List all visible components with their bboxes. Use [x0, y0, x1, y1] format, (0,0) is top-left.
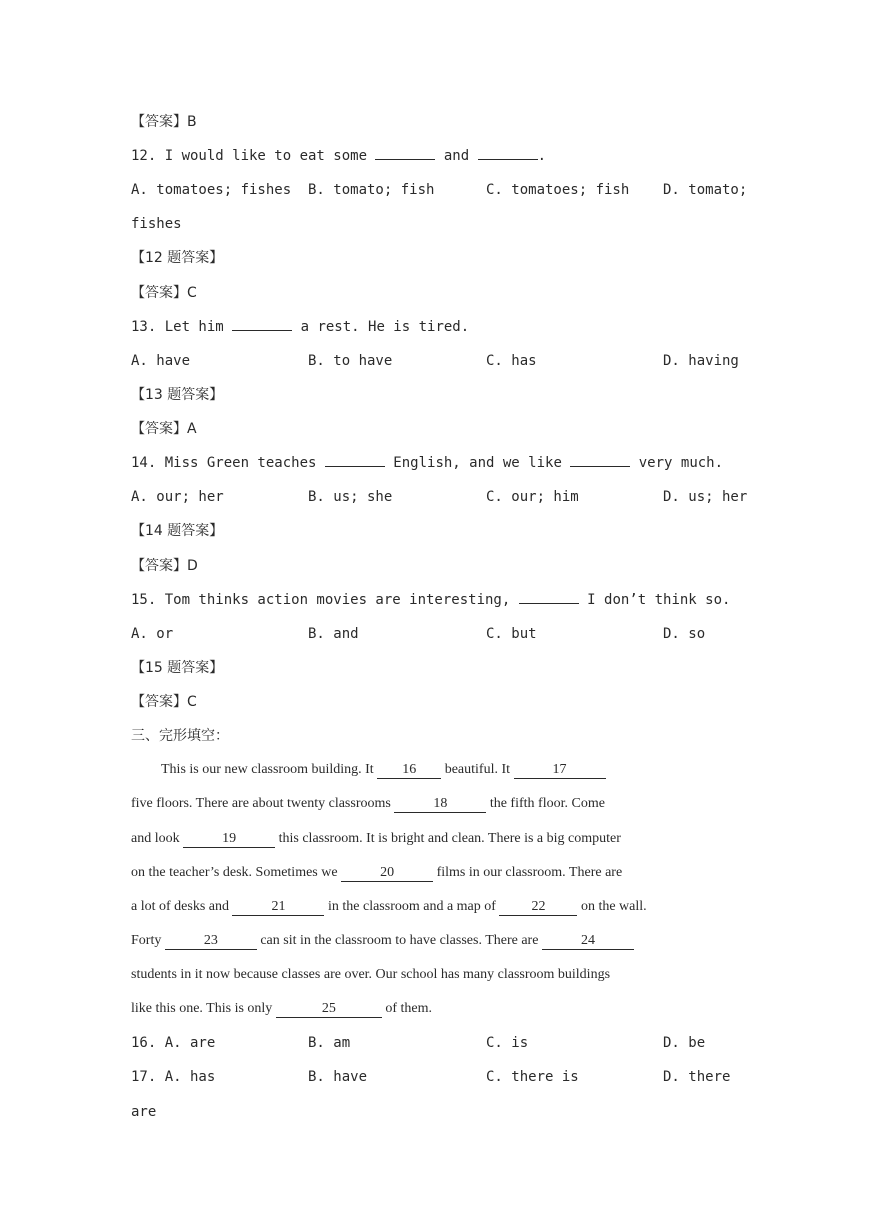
blank-20: 20	[341, 865, 433, 882]
cloze-text: on the teacher’s desk. Sometimes we	[131, 865, 342, 880]
answer-heading-13: 【13 题答案】	[131, 387, 224, 403]
blank-25: 25	[276, 1001, 382, 1018]
stem-text: very much.	[630, 455, 724, 471]
cloze-line-5	[131, 897, 741, 917]
cloze-text: on the wall.	[577, 899, 647, 914]
cloze-text: Forty	[131, 933, 165, 948]
blank-19: 19	[183, 831, 275, 848]
cloze-text: of them.	[381, 1001, 432, 1016]
section-title: 三、完形填空：	[131, 728, 229, 744]
cloze-text: in the classroom and a map of	[324, 899, 500, 914]
option-13-c: C. has	[486, 353, 537, 369]
option-12-a: A. tomatoes; fishes	[131, 182, 292, 198]
stem-text: a rest. He is tired.	[292, 319, 470, 335]
answer-14: 【答案】D	[131, 558, 198, 574]
cloze-text: This is our new classroom building. It	[161, 762, 378, 777]
answer-gap	[325, 454, 385, 467]
option-14-d: D. us; her	[663, 489, 748, 505]
question-15-stem	[131, 590, 730, 610]
cloze-text: like this one. This is only	[131, 1001, 276, 1016]
option-17-d: D. there	[663, 1069, 731, 1085]
blank-23: 23	[165, 933, 257, 950]
option-12-d-wrap: fishes	[131, 216, 182, 232]
answer-gap	[570, 454, 630, 467]
cloze-text: films in our classroom. There are	[433, 865, 623, 880]
question-14-stem	[131, 453, 723, 473]
cloze-text: five floors. There are about twenty classrooms	[131, 796, 395, 811]
option-12-c: C. tomatoes; fish	[486, 182, 630, 198]
answer-15: 【答案】C	[131, 694, 197, 710]
answer-heading-14: 【14 题答案】	[131, 523, 224, 539]
option-15-a: A. or	[131, 626, 174, 642]
option-15-b: B. and	[308, 626, 359, 642]
answer-gap	[375, 147, 435, 160]
option-14-b: B. us; she	[308, 489, 393, 505]
option-15-d: D. so	[663, 626, 706, 642]
option-16-a: 16. A. are	[131, 1035, 216, 1051]
answer-gap	[478, 147, 538, 160]
question-13-stem	[131, 317, 469, 337]
blank-21: 21	[232, 899, 324, 916]
option-12-b: B. tomato; fish	[308, 182, 435, 198]
blank-17: 17	[514, 762, 606, 779]
answer-heading-15: 【15 题答案】	[131, 660, 224, 676]
option-12-d: D. tomato;	[663, 182, 748, 198]
stem-text: 12. I would like to eat some	[131, 148, 376, 164]
option-15-c: C. but	[486, 626, 537, 642]
cloze-line-1	[131, 760, 741, 780]
stem-text: 14. Miss Green teaches	[131, 455, 325, 471]
option-17-d-wrap: are	[131, 1104, 157, 1120]
option-13-a: A. have	[131, 353, 191, 369]
cloze-line-8	[131, 999, 741, 1019]
option-17-c: C. there is	[486, 1069, 579, 1085]
option-16-d: D. be	[663, 1035, 706, 1051]
option-16-b: B. am	[308, 1035, 351, 1051]
blank-16: 16	[377, 762, 441, 779]
blank-22: 22	[499, 899, 577, 916]
option-17-b: B. have	[308, 1069, 368, 1085]
answer-11: 【答案】B	[131, 114, 197, 130]
stem-text: .	[537, 148, 547, 164]
question-12-stem	[131, 146, 546, 166]
cloze-line-3	[131, 829, 741, 849]
stem-text: 15. Tom thinks action movies are interesting,	[131, 592, 519, 608]
stem-text: 13. Let him	[131, 319, 233, 335]
option-17-a: 17. A. has	[131, 1069, 216, 1085]
stem-text: I don’t think so.	[578, 592, 731, 608]
cloze-text: and look	[131, 831, 184, 846]
answer-heading-12: 【12 题答案】	[131, 250, 224, 266]
blank-24: 24	[542, 933, 634, 950]
option-13-b: B. to have	[308, 353, 393, 369]
blank-18: 18	[394, 796, 486, 813]
option-16-c: C. is	[486, 1035, 529, 1051]
cloze-text: beautiful. It	[441, 762, 514, 777]
answer-13: 【答案】A	[131, 421, 197, 437]
answer-gap	[232, 318, 292, 331]
option-14-c: C. our; him	[486, 489, 579, 505]
cloze-text: can sit in the classroom to have classes. There are	[256, 933, 542, 948]
option-14-a: A. our; her	[131, 489, 224, 505]
option-13-d: D. having	[663, 353, 739, 369]
cloze-line-6	[131, 931, 741, 951]
cloze-line-2	[131, 794, 741, 814]
stem-text: and	[435, 148, 478, 164]
cloze-text: this classroom. It is bright and clean. There is a big computer	[275, 831, 621, 846]
answer-12: 【答案】C	[131, 285, 197, 301]
cloze-text: the fifth floor. Come	[486, 796, 605, 811]
cloze-line-4	[131, 863, 741, 883]
cloze-line-7: students in it now because classes are over. Our school has many classroom buildings	[131, 967, 611, 982]
stem-text: English, and we like	[384, 455, 571, 471]
answer-gap	[519, 591, 579, 604]
cloze-text: a lot of desks and	[131, 899, 233, 914]
